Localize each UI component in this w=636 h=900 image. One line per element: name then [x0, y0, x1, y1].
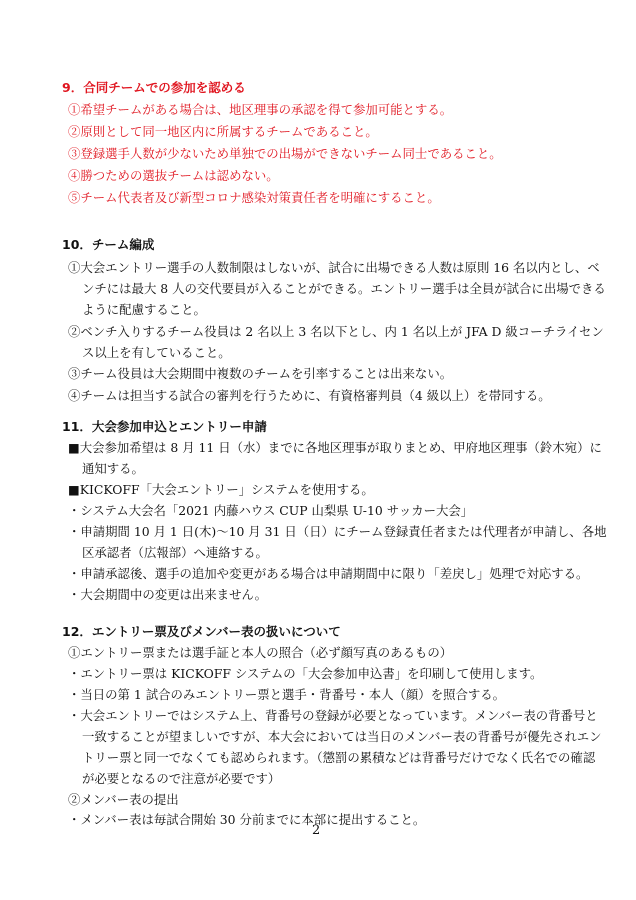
section-10-line-6: ③チーム役員は大会期間中複数のチームを引率することは出来ない。: [68, 366, 453, 381]
section-10-line-4: ②ベンチ入りするチーム役員は 2 名以上 3 名以下とし、内 1 名以上が JFA D 級コーチライセン: [68, 324, 604, 339]
section-10-line-1: ①大会エントリー選手の人数制限はしないが、試合に出場できる人数は原則 16 名以内とし、ベ: [68, 260, 600, 275]
section-9-heading: 9．合同チームでの参加を認める: [62, 80, 246, 95]
section-10-line-3: ように配慮すること。: [82, 302, 206, 317]
section-12-line-8: ②メンバー表の提出: [68, 792, 179, 807]
section-9-line-4: ④勝つための選抜チームは認めない。: [68, 168, 279, 183]
section-10-line-7: ④チームは担当する試合の審判を行うために、有資格審判員（4 級以上）を帯同する。: [68, 388, 551, 403]
section-11-line-5: ・申請期間 10 月 1 日(木)～10 月 31 日（日）にチーム登録責任者または代理者が申請し、各地: [68, 524, 607, 539]
section-12-line-9: ・メンバー表は毎試合開始 30 分前までに本部に提出すること。: [68, 812, 426, 827]
page-number: 2: [312, 823, 321, 838]
section-11-line-6: 区承認者（広報部）へ連絡する。: [82, 545, 268, 560]
section-11-line-2: 通知する。: [82, 461, 144, 476]
section-11-line-7: ・申請承認後、選手の追加や変更がある場合は申請期間中に限り「差戻し」処理で対応する。: [68, 566, 589, 581]
section-12-line-4: ・大会エントリーではシステム上、背番号の登録が必要となっています。メンバー表の背番号と: [68, 708, 598, 723]
section-10-heading: 10．チーム編成: [62, 237, 155, 252]
section-9-line-5: ⑤チーム代表者及び新型コロナ感染対策責任者を明確にすること。: [68, 190, 440, 205]
section-11-line-8: ・大会期間中の変更は出来ません。: [68, 587, 267, 602]
section-11-line-4: ・システム大会名「2021 内藤ハウス CUP 山梨県 U-10 サッカー大会」: [68, 503, 474, 518]
section-9-line-2: ②原則として同一地区内に所属するチームであること。: [68, 124, 378, 139]
section-11-line-3: ■KICKOFF「大会エントリー」システムを使用する。: [68, 482, 374, 497]
section-11-line-1: ■大会参加希望は 8 月 11 日（水）までに各地区理事が取りまとめ、甲府地区理事（鈴木宛）に: [68, 440, 602, 455]
section-9-line-3: ③登録選手人数が少ないため単独での出場ができないチーム同士であること。: [68, 146, 502, 161]
section-11-heading: 11．大会参加申込とエントリー申請: [62, 419, 267, 434]
section-12-line-5: 一致することが望ましいですが、本大会においては当日のメンバー表の背番号が優先されエン: [82, 729, 602, 744]
section-12-line-1: ①エントリー票または選手証と本人の照合（必ず顔写真のあるもの）: [68, 645, 453, 660]
section-10-line-2: ンチには最大 8 人の交代要員が入ることができる。エントリー選手は全員が試合に出場できる: [82, 281, 606, 296]
section-12-line-2: ・エントリー票は KICKOFF システムの「大会参加申込書」を印刷して使用します。: [68, 666, 543, 681]
section-12-line-3: ・当日の第 1 試合のみエントリー票と選手・背番号・本人（顔）を照合する。: [68, 687, 506, 702]
section-10-line-5: ス以上を有していること。: [82, 345, 231, 360]
section-9-line-1: ①希望チームがある場合は、地区理事の承認を得て参加可能とする。: [68, 102, 453, 117]
section-12-heading: 12．エントリー票及びメンバー表の扱いについて: [62, 624, 341, 639]
section-12-line-7: が必要となるので注意が必要です）: [82, 771, 281, 786]
section-12-line-6: トリー票と同一でなくても認められます。（懲罰の累積などは背番号だけでなく氏名での確認: [82, 750, 596, 765]
